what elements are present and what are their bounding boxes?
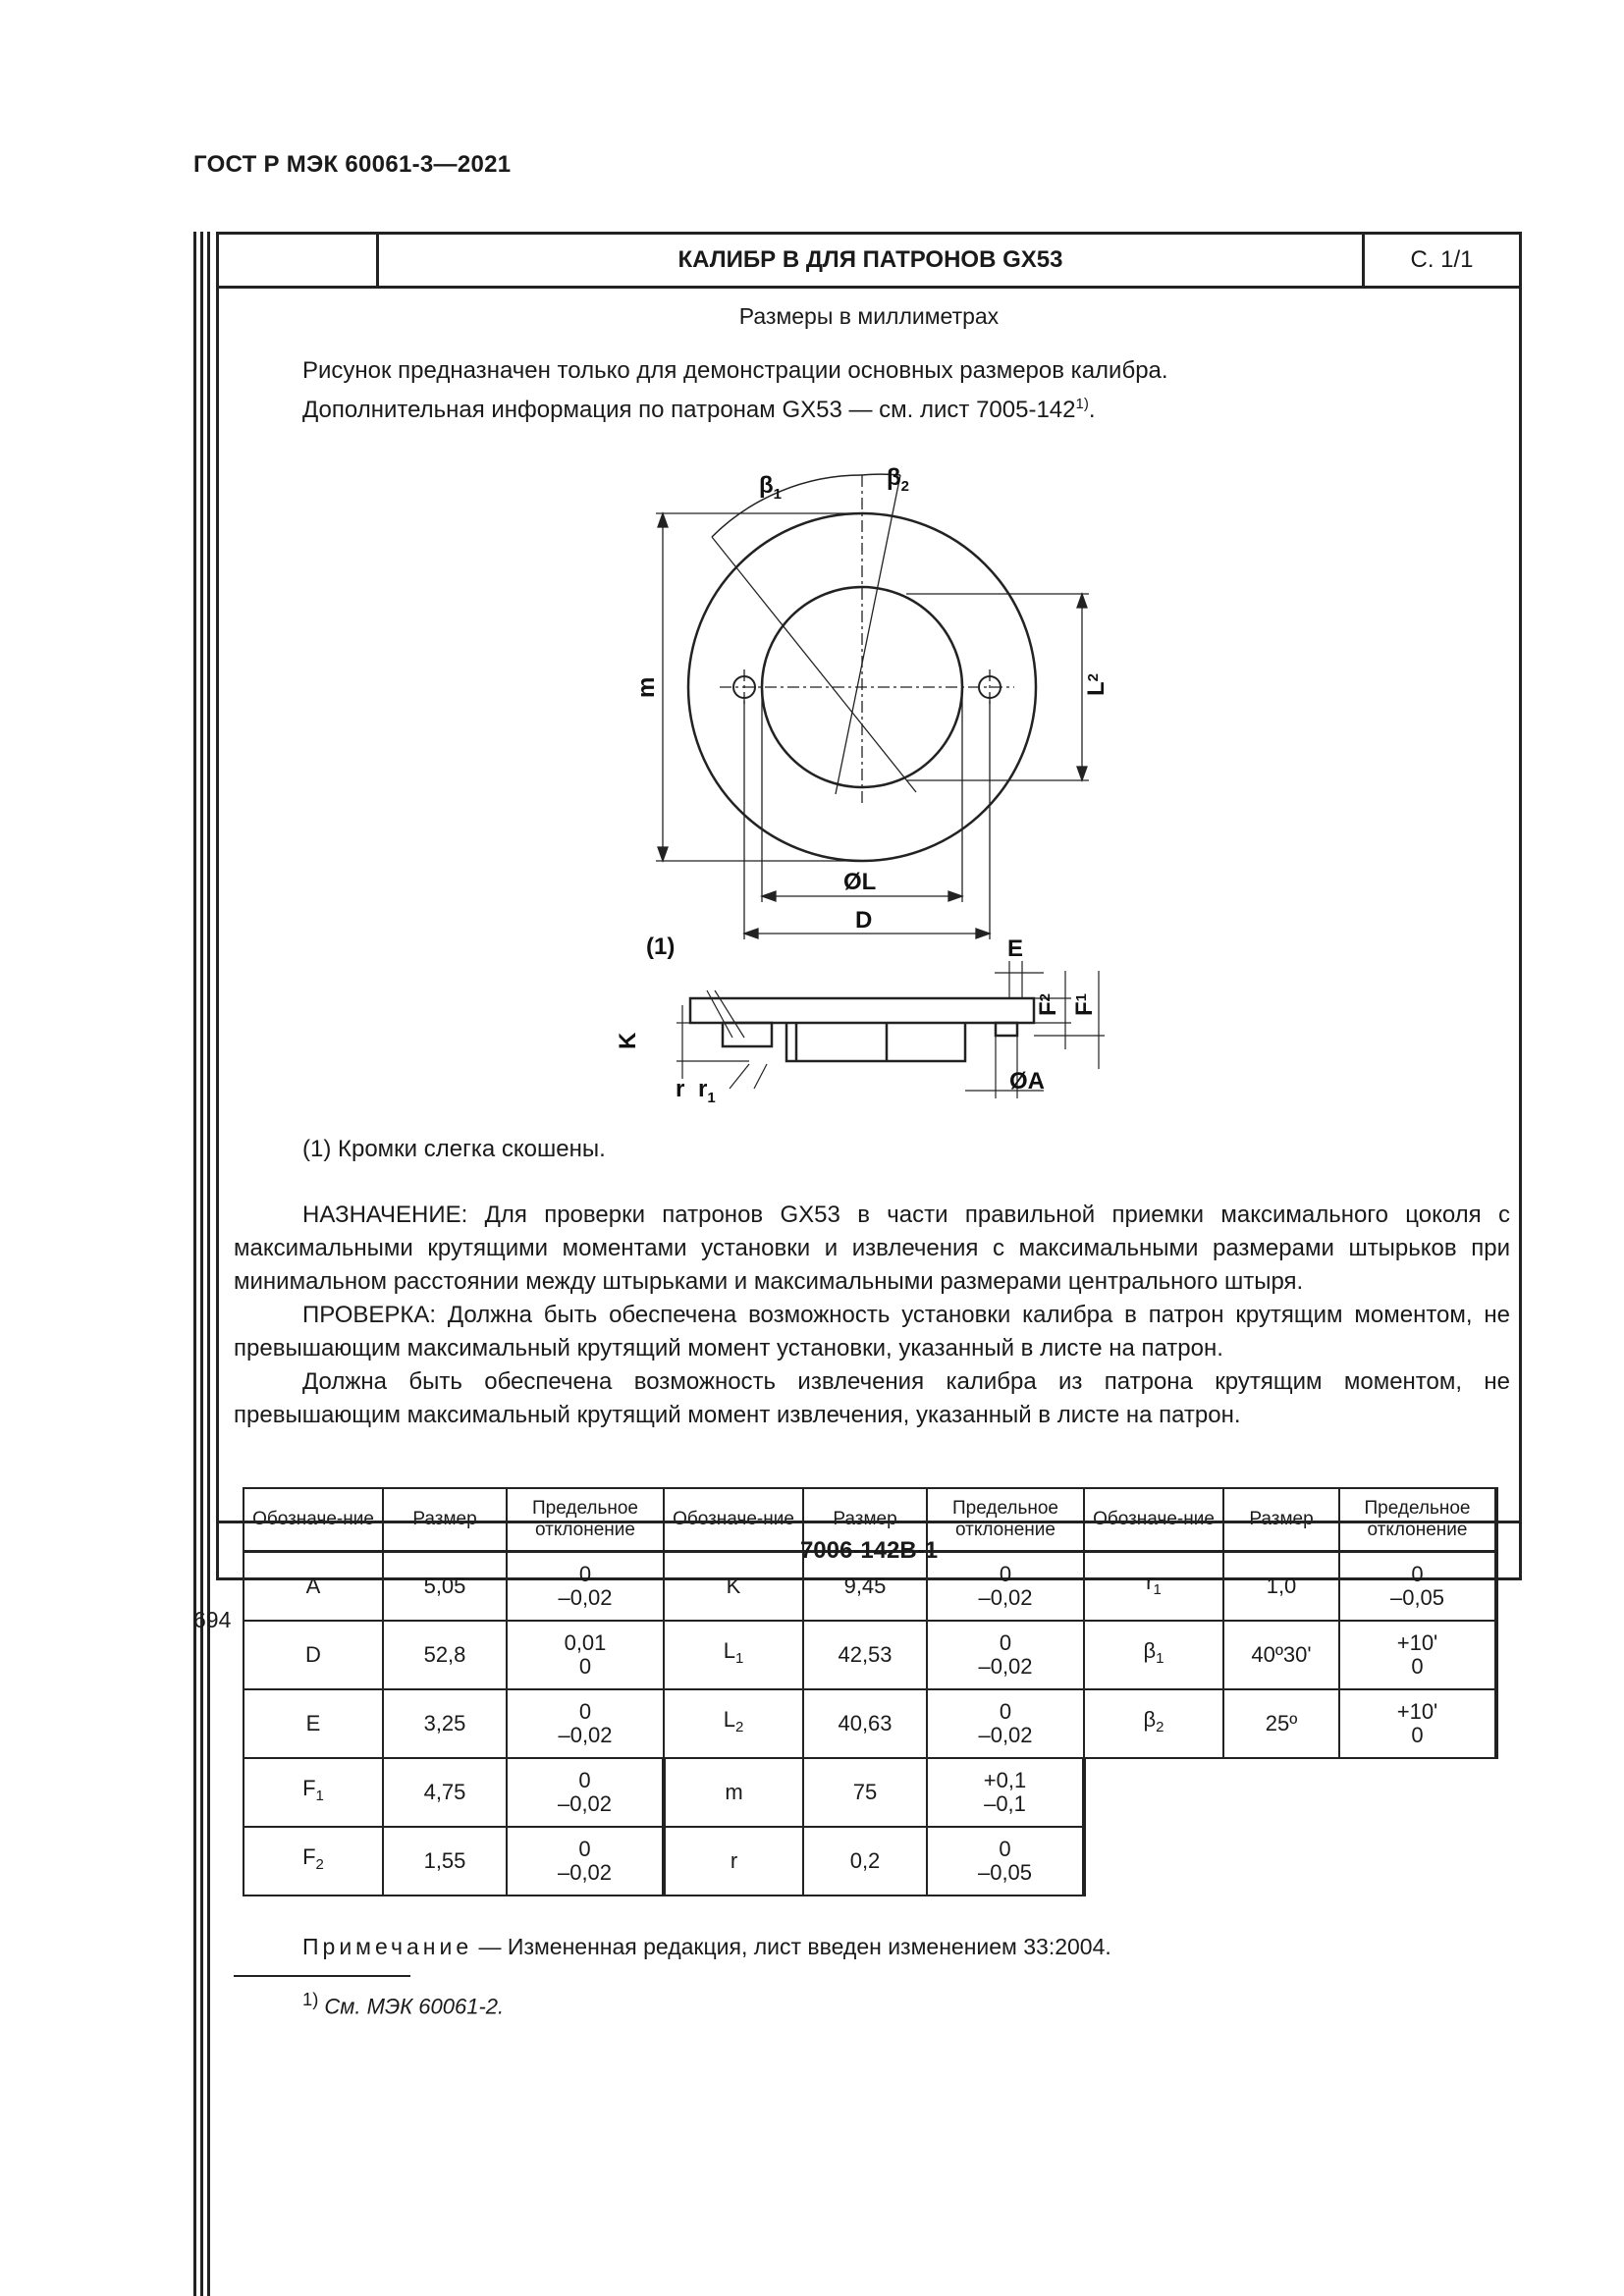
- tolerance-lower: –0,02: [978, 1723, 1033, 1747]
- designation-cell: [664, 1689, 803, 1758]
- designation-cell: [244, 1621, 383, 1689]
- tolerance-cell: [507, 1827, 664, 1896]
- binding-line: [207, 232, 210, 2296]
- designation-symbol: D: [305, 1642, 321, 1667]
- designation-subscript: 2: [734, 1719, 744, 1735]
- tolerance-lower: 0: [1411, 1723, 1424, 1747]
- footnote-text: См. МЭК 60061-2.: [324, 1994, 505, 2019]
- designation-cell: [244, 1758, 383, 1827]
- designation-symbol: r: [1146, 1570, 1154, 1594]
- note: [302, 1934, 1111, 1960]
- designation-subscript: 2: [315, 1856, 324, 1873]
- designation-symbol: m: [725, 1780, 743, 1804]
- designation-subscript: 1: [734, 1650, 744, 1667]
- header-size: Размер: [383, 1488, 507, 1552]
- tolerance-upper: +0,1: [983, 1768, 1027, 1792]
- size-cell: 52,8: [383, 1621, 507, 1689]
- header-tolerance: Предельное отклонение: [507, 1488, 664, 1552]
- designation-subscript: 1: [315, 1788, 324, 1804]
- standard-sheet: [216, 232, 1522, 2019]
- designation-symbol: F: [302, 1844, 316, 1869]
- designation-cell: [1084, 1689, 1223, 1758]
- size-cell: 40,63: [803, 1689, 927, 1758]
- tolerance-lower: 0: [578, 1654, 592, 1679]
- tolerance-cell: [507, 1758, 664, 1827]
- table-body: [244, 1552, 1496, 1896]
- tolerance-cell: [927, 1827, 1084, 1896]
- tolerance-upper: 0: [578, 1837, 591, 1861]
- size-cell: 1,0: [1223, 1552, 1339, 1622]
- label-r1: $r_1$: [698, 1076, 716, 1106]
- designation-cell: [244, 1689, 383, 1758]
- sheet-number: 7006-142B-1: [219, 1521, 1519, 1577]
- table-row: [244, 1689, 1496, 1758]
- designation-cell: [1084, 1621, 1223, 1689]
- sheet-title: КАЛИБР B ДЛЯ ПАТРОНОВ GX53: [677, 246, 1063, 273]
- tolerance-upper: +10': [1396, 1630, 1438, 1655]
- tolerance-upper: 0: [999, 1562, 1012, 1586]
- tolerance-upper: +10': [1396, 1699, 1438, 1724]
- label-F1: $F^1$: [1071, 992, 1098, 1016]
- label-D: D: [855, 907, 873, 934]
- label-beta1: $\beta_1$: [759, 472, 782, 503]
- tolerance-lower: –0,02: [557, 1791, 613, 1816]
- table-row: [244, 1758, 1496, 1827]
- size-cell: 42,53: [803, 1621, 927, 1689]
- size-cell: 25º: [1223, 1689, 1339, 1758]
- header-tolerance: Предельное отклонение: [1339, 1488, 1496, 1552]
- header-size: Размер: [1223, 1488, 1339, 1552]
- check-paragraph-2: Должна быть обеспечена возможность извлечения калибра из патрона крутящим моментом, не превышающим максимальный крутящий момент извлечения, указанный в листе на патрон.: [234, 1368, 1510, 1428]
- header-size: Размер: [803, 1488, 927, 1552]
- tolerance-upper: 0: [1411, 1562, 1424, 1586]
- dim-L-D: [744, 687, 990, 939]
- tolerance-upper: 0: [999, 1699, 1012, 1724]
- tolerance-lower: 0: [1411, 1654, 1424, 1679]
- tolerance-cell: [927, 1689, 1084, 1758]
- intro-line-2-text: Дополнительная информация по патронам GX53 — см. лист 7005-142: [302, 397, 1076, 423]
- label-beta2: $\beta_2$: [887, 464, 909, 495]
- size-cell: 5,05: [383, 1552, 507, 1622]
- tolerance-lower: –0,05: [977, 1860, 1033, 1885]
- beta1-arc: [712, 475, 862, 537]
- intro-line-1: Рисунок предназначен только для демонстрации основных размеров калибра.: [302, 357, 1168, 384]
- designation-subscript: 1: [1153, 1581, 1162, 1598]
- size-cell: 75: [803, 1758, 927, 1827]
- header-designation: Обозначе-ние: [664, 1488, 803, 1552]
- designation-symbol: K: [726, 1574, 741, 1598]
- header-designation: Обозначе-ние: [244, 1488, 383, 1552]
- designation-symbol: A: [305, 1574, 321, 1598]
- tolerance-lower: –0,05: [1389, 1585, 1445, 1610]
- designation-cell: [664, 1621, 803, 1689]
- check-paragraph-1: ПРОВЕРКА: Должна быть обеспечена возможность установки калибра в патрон крутящим моментом, не превышающим максимальный крутящий момент установки, указанный в листе на патрон.: [234, 1302, 1510, 1362]
- designation-symbol: E: [305, 1711, 321, 1735]
- label-phi-L: ØL: [843, 869, 877, 895]
- tolerance-upper: 0: [999, 1837, 1011, 1861]
- tolerance-lower: –0,02: [557, 1860, 613, 1885]
- document-header: ГОСТ Р МЭК 60061-3—2021: [193, 151, 512, 178]
- designation-subscript: 2: [1156, 1719, 1164, 1735]
- tolerance-upper: 0,01: [564, 1630, 607, 1655]
- section-view: [690, 998, 1034, 1061]
- size-cell: 3,25: [383, 1689, 507, 1758]
- label-L2: $L^2$: [1083, 672, 1110, 696]
- label-m: m: [633, 676, 660, 698]
- intro-line-2-end: .: [1088, 397, 1096, 423]
- angle-lines: [712, 475, 916, 794]
- table-row: [244, 1621, 1496, 1689]
- designation-symbol: L: [723, 1707, 735, 1732]
- label-r: r: [676, 1076, 685, 1102]
- note-label: Примечание: [302, 1934, 473, 1959]
- tolerance-upper: 0: [578, 1562, 592, 1586]
- designation-symbol: r: [730, 1848, 738, 1873]
- size-cell: 40º30': [1223, 1621, 1339, 1689]
- designation-cell: [664, 1758, 803, 1827]
- label-F2: $F^2$: [1035, 992, 1061, 1016]
- callout-note: (1) Кромки слегка скошены.: [302, 1136, 606, 1162]
- designation-symbol: β: [1143, 1638, 1157, 1663]
- footnote-mark: 1): [302, 1989, 319, 2009]
- gauge-drawing: [219, 235, 1525, 1118]
- designation-cell: [244, 1827, 383, 1896]
- tolerance-upper: 0: [999, 1630, 1012, 1655]
- designation-subscript: 1: [1156, 1650, 1164, 1667]
- tolerance-cell: [927, 1758, 1084, 1827]
- tolerance-cell: [507, 1621, 664, 1689]
- designation-symbol: L: [723, 1638, 735, 1663]
- label-callout: (1): [646, 934, 676, 960]
- binding-line: [193, 232, 196, 2296]
- footnote-separator: [234, 1975, 410, 1977]
- header-tolerance: Предельное отклонение: [927, 1488, 1084, 1552]
- note-text: — Измененная редакция, лист введен изменением 33:2004.: [472, 1934, 1111, 1959]
- designation-cell: [664, 1827, 803, 1896]
- size-cell: 1,55: [383, 1827, 507, 1896]
- tolerance-lower: –0,02: [978, 1654, 1033, 1679]
- label-K: K: [615, 1032, 641, 1049]
- tolerance-cell: [507, 1689, 664, 1758]
- tolerance-lower: –0,02: [558, 1723, 613, 1747]
- tolerance-lower: –0,1: [984, 1791, 1026, 1816]
- tolerance-lower: –0,02: [978, 1585, 1033, 1610]
- size-cell: 4,75: [383, 1758, 507, 1827]
- sheet-page: С. 1/1: [1362, 235, 1519, 286]
- tolerance-cell: [927, 1621, 1084, 1689]
- size-cell: 9,45: [803, 1552, 927, 1622]
- footnote: [302, 1989, 504, 2019]
- empty-cell: [1084, 1758, 1496, 1896]
- tolerance-upper: 0: [578, 1768, 591, 1792]
- designation-symbol: β: [1143, 1707, 1157, 1732]
- footnote-ref: 1): [1075, 396, 1089, 412]
- size-cell: 0,2: [803, 1827, 927, 1896]
- label-phi-A: ØA: [1009, 1068, 1045, 1095]
- label-E: E: [1007, 935, 1024, 962]
- body-text: [234, 1199, 1510, 1432]
- units-note: Размеры в миллиметрах: [738, 303, 1000, 329]
- tolerance-cell: [1339, 1689, 1496, 1758]
- header-designation: Обозначе-ние: [1084, 1488, 1223, 1552]
- tolerance-upper: 0: [578, 1699, 592, 1724]
- binding-line: [200, 232, 203, 2296]
- tolerance-cell: [1339, 1621, 1496, 1689]
- purpose-paragraph: НАЗНАЧЕНИЕ: Для проверки патронов GX53 в части правильной приемки максимального цоколя с максимальными крутящими моментами установки и извлечения с максимальными размерами штырьков при минимальном расстоянии между штырьками и максимальными размерами центрального штыря.: [234, 1201, 1510, 1295]
- page-number: 694: [193, 1607, 232, 1632]
- designation-symbol: F: [302, 1776, 316, 1800]
- tolerance-lower: –0,02: [558, 1585, 613, 1610]
